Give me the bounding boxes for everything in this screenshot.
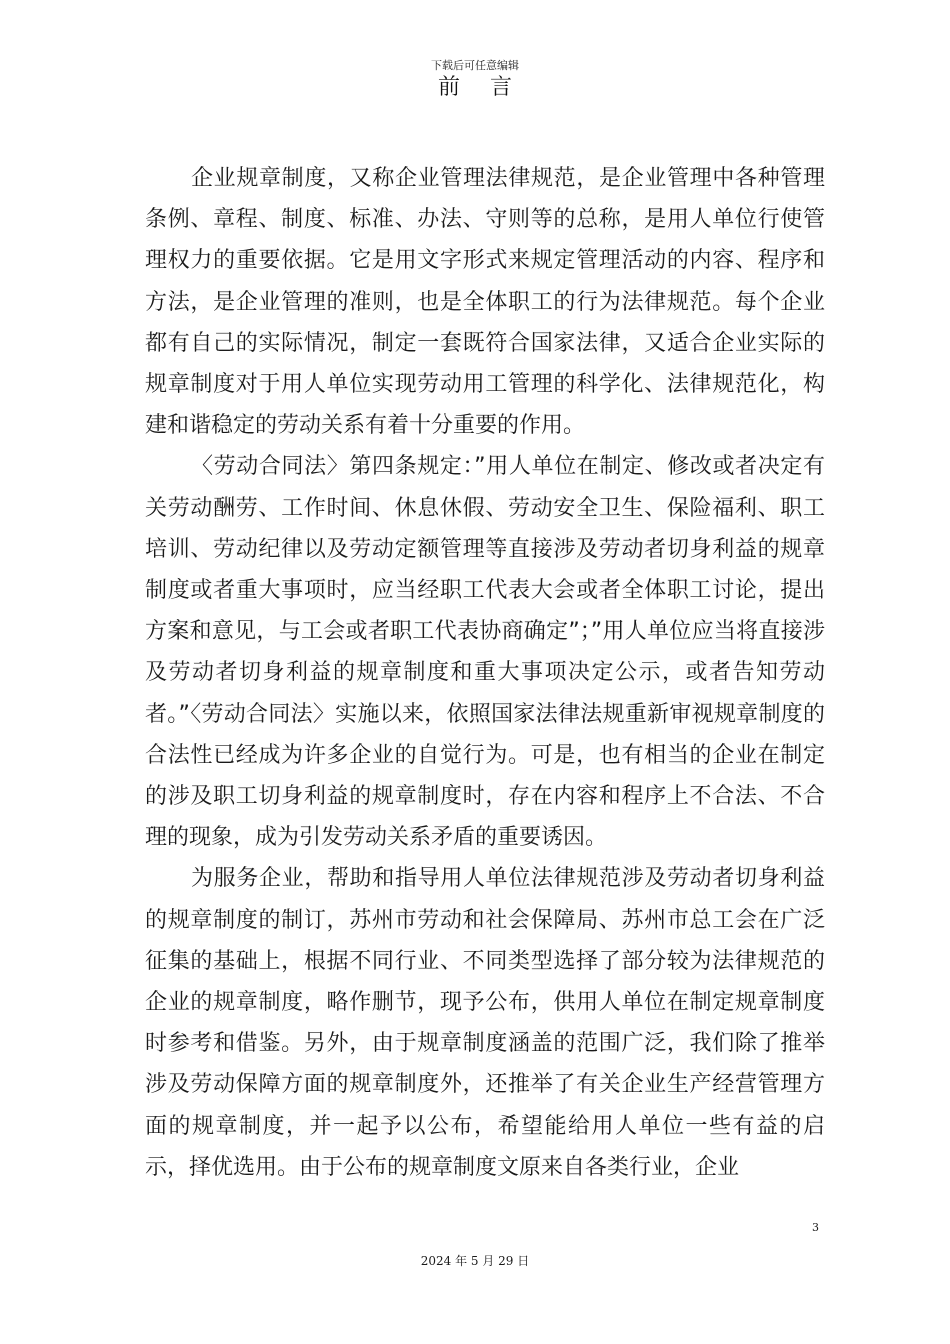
paragraph-labor-law: 〈劳动合同法〉第四条规定：”用人单位在制定、修改或者决定有关劳动酬劳、工作时间、休息休假、劳动安全卫生、保险福利、职工培训、劳动纪律以及劳动定额管理等直接涉及劳动者切身利益的规章制度或者重大事项时，应当经职工代表大会或者全体职工讨论，提出方案和意见，与工会或者职工代表协商确定”；”用人单位应当将直接涉及劳动者切身利益的规章制度和重大事项决定公示，或者告知劳动者。”〈劳动合同法〉实施以来，依照国家法律法规重新审视规章制度的合法性已经成为许多企业的自觉行为。可是，也有相当的企业在制定的涉及职工切身利益的规章制度时，存在内容和程序上不合法、不合理的现象，成为引发劳动关系矛盾的重要诱因。 [145,454,825,851]
paragraph-intro: 企业规章制度，又称企业管理法律规范，是企业管理中各种管理条例、章程、制度、标准、办法、守则等的总称，是用人单位行使管理权力的重要依据。它是用文字形式来规定管理活动的内容、程序和方法，是企业管理的准则，也是全体职工的行为法律规范。每个企业都有自己的实际情况，制定一套既符合国家法律，又适合企业实际的规章制度对于用人单位实现劳动用工管理的科学化、法律规范化，构建和谐稳定的劳动关系有着十分重要的作用。 [145,166,825,439]
header-note: 下载后可任意编辑 [431,59,519,72]
page-title: 前言 [437,75,542,100]
paragraph-purpose: 为服务企业，帮助和指导用人单位法律规范涉及劳动者切身利益的规章制度的制订，苏州市劳动和社会保障局、苏州市总工会在广泛征集的基础上，根据不同行业、不同类型选择了部分较为法律规范的企业的规章制度，略作删节，现予公布，供用人单位在制定规章制度时参考和借鉴。另外，由于规章制度涵盖的范围广泛，我们除了推举涉及劳动保障方面的规章制度外，还推举了有关企业生产经营管理方面的规章制度，并一起予以公布，希望能给用人单位一些有益的启示，择优选用。由于公布的规章制度文原来自各类行业，企业 [145,866,825,1180]
document-body [145,158,825,1188]
page-number: 3 [812,1221,819,1234]
footer-date: 2024 年 5 月 29 日 [420,1254,530,1268]
